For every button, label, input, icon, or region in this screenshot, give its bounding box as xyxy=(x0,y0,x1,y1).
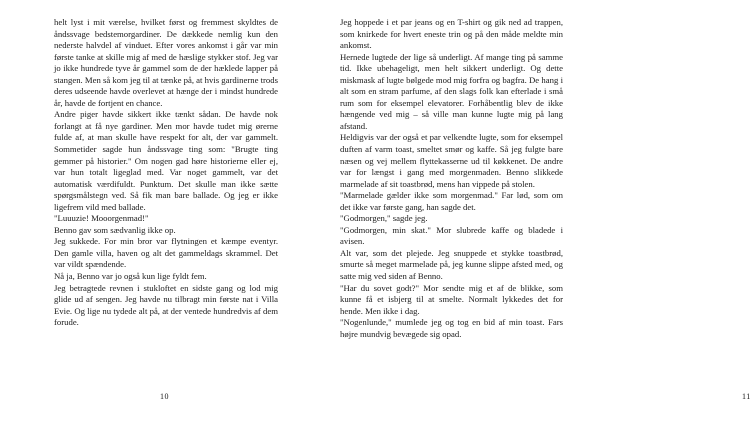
page-number: 10 xyxy=(160,392,169,401)
paragraph: Andre piger havde sikkert ikke tænkt sådan. De havde nok forlangt at få nye gardiner. Men mor havde tudet mig ørerne fulde af, at man skulle have respekt for alt, der var gammelt. Sommetider sagde hun åndssvage ting som: "Brugte ting gemmer på historier." Om nogen gad høre historierne eller ej, var hun totalt ligeglad med. Var noget gammelt, var det automatisk værdifuldt. Punktum. Det skulle man ikke sætte spørgsmålstegn ved. Så fik man bare ballade. Og jeg er ikke ligefrem vild med ballade. xyxy=(54,109,278,212)
page-number: 11 xyxy=(742,392,751,401)
paragraph: Alt var, som det plejede. Jeg snuppede et stykke toastbrød, smurte så meget marmelade på, jeg kunne slippe afsted med, og satte mig ved siden af Benno. xyxy=(340,247,563,282)
left-page xyxy=(0,0,300,424)
paragraph: Benno gav som sædvanlig ikke op. xyxy=(54,224,176,235)
paragraph: "Nogenlunde," mumlede jeg og tog en bid af min toast. Fars højre mundvig bevægede sig opad. xyxy=(340,317,563,339)
paragraph: "Marmelade gælder ikke som morgenmad." Far lød, som om det ikke var første gang, han sagde det. xyxy=(340,190,563,212)
paragraph: Hernede lugtede der lige så underligt. Af mange ting på samme tid. Ikke ubehageligt, men helt sikkert underligt. Og dette miskmask af lugte bølgede mod mig forfra og bagfra. De hang i alt som en stram parfume, af den slags folk kan efterlade i små rum som for eksempel elevatorer. Forhåbentlig blev de ikke hængende ved mig – så ville man kunne lugte mig på lang afstand. xyxy=(340,51,563,131)
paragraph: "Godmorgen," sagde jeg. xyxy=(340,213,428,224)
left-page-text xyxy=(54,17,278,329)
right-page xyxy=(300,0,751,424)
paragraph: Nå ja, Benno var jo også kun lige fyldt fem. xyxy=(54,271,207,282)
paragraph: "Har du sovet godt?" Mor sendte mig et af de blikke, som kunne få et isbjerg til at smelte. Normalt lykkedes det for hende. Men ikke i dag. xyxy=(340,282,563,316)
paragraph: helt lyst i mit værelse, hvilket først og fremmest skyldtes de åndssvage bedstemorgardiner. De dækkede nemlig kun den nederste halvdel af vinduet. Efter vores ankomst i går var min første tanke at skille mig af med de hæslige stykker stof. Jeg var jo ikke hundrede tyve år gammel som de der hæklede lapper på stangen. Men så kom jeg til at tænke på, at hvis gardinerne trods deres udseende havde overlevet at hænge der i mindst hundrede år, havde de fortjent en chance. xyxy=(54,17,278,108)
right-page-text xyxy=(340,17,563,340)
paragraph: "Godmorgen, min skat." Mor slubrede kaffe og bladede i avisen. xyxy=(340,224,563,247)
paragraph: Jeg hoppede i et par jeans og en T-shirt og gik ned ad trappen, som knirkede for hvert eneste trin og på den måde meldte min ankomst. xyxy=(340,17,563,51)
paragraph: "Luuuzie! Mooorgenmad!" xyxy=(54,213,149,224)
paragraph: Jeg betragtede revnen i stukloftet en sidste gang og lod mig glide ud af sengen. Jeg havde nu tilbragt min første nat i Villa Evie. Og lige nu tydede alt på, at der ventede hundredvis af dem forude. xyxy=(54,282,278,328)
paragraph: Jeg sukkede. For min bror var flytningen et kæmpe eventyr. Den gamle villa, haven og alt det gammeldags skrammel. Det var vildt spændende. xyxy=(54,236,278,270)
paragraph: Heldigvis var der også et par velkendte lugte, som for eksempel duften af varm toast, smeltet smør og kaffe. Så jeg fulgte bare næsen og vej mellem flyttekasserne ud til køkkenet. De andre var for længst i gang med morgenmaden. Benno slikkede marmelade af sit toastbrød, mens han vippede på stolen. xyxy=(340,132,563,189)
